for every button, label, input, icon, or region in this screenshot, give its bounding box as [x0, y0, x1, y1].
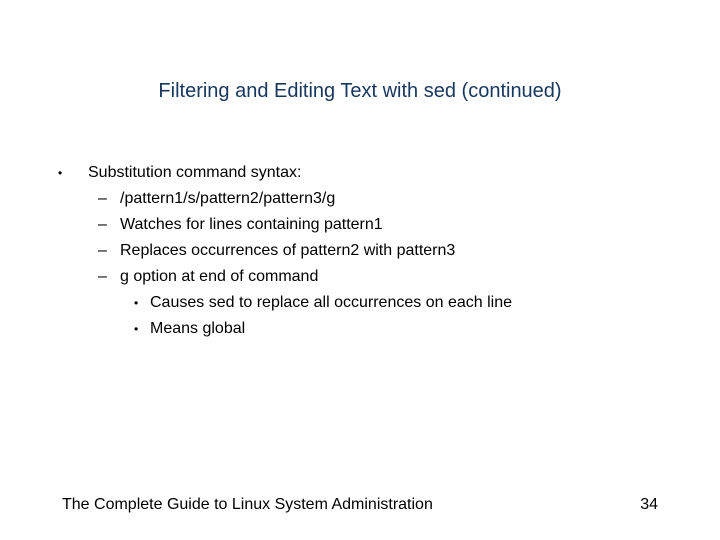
- sub-item: [58, 238, 678, 264]
- bullet-text: Substitution command syntax:: [88, 164, 302, 181]
- footer-text: The Complete Guide to Linux System Administration: [62, 496, 433, 513]
- dash-icon: –: [98, 216, 107, 233]
- sub-sub-item-text: Causes sed to replace all occurrences on each line: [150, 294, 512, 311]
- slide-content: [58, 160, 678, 342]
- dash-icon: –: [98, 242, 107, 259]
- sub-sub-item: [58, 316, 678, 342]
- bullet-item: [58, 160, 678, 186]
- sub-item-text: g option at end of command: [120, 268, 319, 285]
- bullet-icon: •: [58, 166, 63, 180]
- sub-item: [58, 186, 678, 212]
- page-number: 34: [640, 496, 658, 513]
- dash-icon: –: [98, 190, 107, 207]
- sub-sub-item-text: Means global: [150, 320, 246, 337]
- sub-item: [58, 264, 678, 290]
- bullet-icon: •: [134, 296, 139, 310]
- sub-item-text: Replaces occurrences of pattern2 with pattern3: [120, 242, 456, 259]
- sub-item-text: Watches for lines containing pattern1: [120, 216, 383, 233]
- sub-item-text: /pattern1/s/pattern2/pattern3/g: [120, 190, 336, 207]
- slide-title: Filtering and Editing Text with sed (continued): [158, 80, 562, 102]
- dash-icon: –: [98, 268, 107, 285]
- sub-sub-item: [58, 290, 678, 316]
- sub-item: [58, 212, 678, 238]
- bullet-icon: •: [134, 322, 139, 336]
